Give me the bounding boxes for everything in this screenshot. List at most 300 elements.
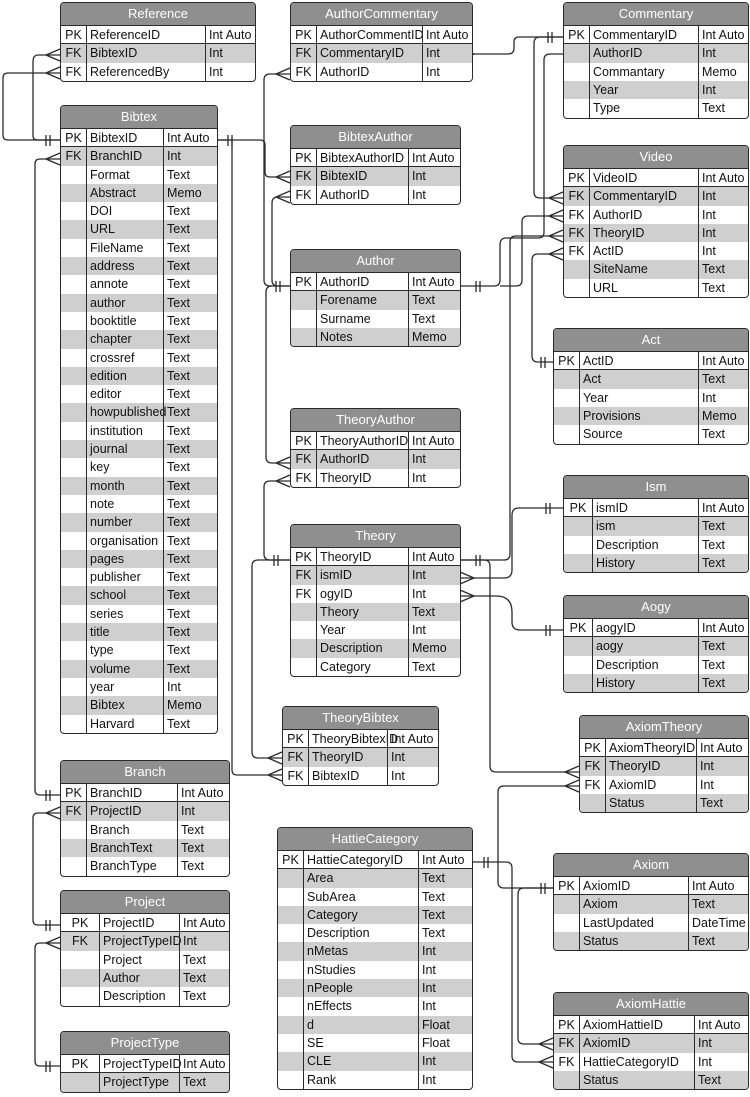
field-type: Text bbox=[702, 372, 725, 387]
field-name: Author bbox=[103, 970, 140, 985]
field-key: FK bbox=[295, 187, 312, 202]
field-type: Int bbox=[183, 934, 197, 949]
field-row bbox=[61, 623, 217, 641]
field-key: FK bbox=[568, 189, 585, 204]
field-type: Text bbox=[183, 970, 206, 985]
field-type: Int bbox=[412, 452, 426, 467]
field-name: TheoryID bbox=[593, 225, 645, 240]
entity-video bbox=[563, 145, 749, 298]
field-key: FK bbox=[65, 804, 82, 819]
field-row bbox=[278, 942, 472, 960]
field-type: Text bbox=[183, 989, 206, 1004]
entity-theoryauthor bbox=[290, 408, 461, 488]
field-row bbox=[564, 260, 748, 278]
connector-theoryauthor-theory bbox=[264, 481, 290, 560]
field-name: BibtexAuthorID bbox=[320, 151, 405, 165]
entity-title: Ism bbox=[564, 476, 748, 499]
pk-divider bbox=[291, 43, 472, 44]
column-divider bbox=[205, 25, 206, 81]
field-key: FK bbox=[295, 586, 312, 601]
entity-axiomhattie bbox=[553, 992, 749, 1090]
field-type: Text bbox=[167, 643, 190, 658]
field-name: crossref bbox=[90, 350, 135, 365]
field-name: key bbox=[90, 460, 110, 475]
field-name: Bibtex bbox=[90, 698, 125, 713]
field-type: Int bbox=[702, 244, 716, 259]
field-type: Int bbox=[412, 568, 426, 583]
field-name: Source bbox=[583, 427, 623, 442]
entity-theorybibtex bbox=[282, 706, 439, 786]
field-row bbox=[291, 44, 472, 62]
field-key: PK bbox=[295, 434, 312, 448]
pk-divider bbox=[564, 636, 748, 637]
field-type: Int bbox=[422, 999, 436, 1014]
field-name: AuthorID bbox=[593, 207, 643, 222]
pk-divider bbox=[61, 1072, 229, 1073]
entity-title: Commentary bbox=[564, 3, 748, 26]
field-type: Text bbox=[181, 822, 204, 837]
field-row bbox=[278, 888, 472, 906]
entity-title: AxiomHattie bbox=[554, 993, 748, 1016]
connector-reference-bibtex bbox=[33, 55, 60, 140]
field-type: Int Auto bbox=[183, 916, 226, 930]
connector-reference-bibtex-2 bbox=[3, 73, 60, 140]
field-type: Int bbox=[167, 679, 181, 694]
field-name: BranchType bbox=[90, 859, 157, 874]
connector-author-commentary bbox=[460, 54, 563, 286]
field-type: Int bbox=[422, 981, 436, 996]
field-name: Branch bbox=[90, 822, 130, 837]
column-divider bbox=[316, 547, 317, 676]
column-divider bbox=[408, 547, 409, 676]
field-type: Text bbox=[167, 368, 190, 383]
pk-divider bbox=[291, 290, 460, 291]
field-type: Memo bbox=[412, 329, 447, 344]
column-divider bbox=[163, 128, 164, 733]
column-divider bbox=[316, 148, 317, 204]
field-row bbox=[554, 370, 748, 388]
field-type: Int Auto bbox=[412, 275, 455, 289]
field-name: AxiomID bbox=[609, 777, 657, 792]
field-name: AxiomID bbox=[583, 879, 631, 893]
field-key: FK bbox=[568, 225, 585, 240]
field-type: Text bbox=[422, 907, 445, 922]
field-key: FK bbox=[287, 750, 304, 765]
field-name: ism bbox=[596, 519, 616, 534]
field-row bbox=[61, 951, 229, 969]
field-key: FK bbox=[295, 64, 312, 79]
field-name: BibtexID bbox=[320, 169, 368, 184]
field-type: Text bbox=[167, 387, 190, 402]
field-type: Int Auto bbox=[702, 501, 745, 515]
field-type: Text bbox=[183, 952, 206, 967]
field-type: Int Auto bbox=[422, 853, 465, 867]
field-key: PK bbox=[569, 501, 587, 515]
field-type: Text bbox=[167, 716, 190, 731]
column-divider bbox=[592, 498, 593, 572]
column-divider bbox=[579, 876, 580, 950]
field-type: Text bbox=[181, 859, 204, 874]
field-name: Axiom bbox=[583, 897, 618, 912]
field-row bbox=[61, 129, 217, 147]
field-type: Int bbox=[702, 207, 716, 222]
field-name: AuthorCommentID bbox=[320, 28, 424, 42]
field-type: Text bbox=[422, 926, 445, 941]
field-type: Int bbox=[426, 46, 440, 61]
field-key: FK bbox=[568, 244, 585, 259]
field-row bbox=[554, 1053, 748, 1071]
field-name: ismID bbox=[596, 501, 628, 515]
field-key: PK bbox=[568, 28, 585, 42]
field-type: Text bbox=[702, 101, 725, 116]
field-name: Forename bbox=[320, 293, 377, 308]
field-key: PK bbox=[295, 550, 312, 564]
field-name: BibtexID bbox=[312, 768, 360, 783]
field-type: Text bbox=[167, 570, 190, 585]
field-row bbox=[61, 239, 217, 257]
pk-divider bbox=[283, 747, 438, 748]
field-type: Text bbox=[167, 167, 190, 182]
field-name: FileName bbox=[90, 240, 144, 255]
entity-theory bbox=[290, 524, 461, 677]
pk-divider bbox=[291, 565, 460, 566]
field-key: FK bbox=[295, 169, 312, 184]
field-name: ProjectTypeID bbox=[103, 1057, 182, 1071]
field-row bbox=[61, 312, 217, 330]
pk-divider bbox=[291, 449, 460, 450]
field-row bbox=[61, 220, 217, 238]
field-row bbox=[61, 477, 217, 495]
field-row bbox=[61, 969, 229, 987]
field-type: Text bbox=[412, 311, 435, 326]
pk-divider bbox=[554, 1033, 748, 1034]
entity-author bbox=[290, 249, 461, 347]
field-type: Text bbox=[167, 442, 190, 457]
field-type: Int bbox=[391, 768, 405, 783]
field-name: LastUpdated bbox=[583, 915, 654, 930]
field-name: series bbox=[90, 606, 124, 621]
pk-divider bbox=[61, 931, 229, 932]
field-type: Text bbox=[167, 460, 190, 475]
field-name: Format bbox=[90, 167, 130, 182]
field-row bbox=[61, 26, 255, 44]
field-key: PK bbox=[295, 28, 312, 42]
field-type: Text bbox=[702, 427, 725, 442]
field-row bbox=[564, 279, 748, 297]
field-row bbox=[554, 389, 748, 407]
field-row bbox=[564, 187, 748, 205]
field-type: Text bbox=[167, 277, 190, 292]
entity-title: Project bbox=[61, 891, 229, 914]
field-name: AuthorID bbox=[593, 46, 643, 61]
field-name: TheoryID bbox=[320, 550, 372, 564]
field-row bbox=[61, 202, 217, 220]
field-name: AuthorID bbox=[320, 64, 370, 79]
field-type: Text bbox=[183, 1075, 206, 1090]
field-row bbox=[61, 422, 217, 440]
field-type: Text bbox=[167, 588, 190, 603]
entity-bibtex bbox=[60, 105, 218, 734]
field-type: DateTime bbox=[692, 915, 746, 930]
field-row bbox=[61, 330, 217, 348]
field-type: Int Auto bbox=[209, 28, 252, 42]
field-key: PK bbox=[569, 621, 587, 635]
field-type: Int bbox=[167, 149, 181, 164]
entity-title: Bibtex bbox=[61, 106, 217, 129]
field-row bbox=[61, 349, 217, 367]
entity-title: Axiom bbox=[554, 854, 748, 877]
field-row bbox=[61, 385, 217, 403]
entity-project bbox=[60, 890, 230, 1007]
field-row bbox=[278, 924, 472, 942]
entity-commentary bbox=[563, 2, 749, 119]
entity-reference bbox=[60, 2, 256, 82]
field-row bbox=[61, 458, 217, 476]
field-name: Year bbox=[320, 623, 346, 638]
field-name: nEffects bbox=[307, 999, 352, 1014]
field-name: Type bbox=[593, 101, 621, 116]
field-row bbox=[61, 63, 255, 81]
field-name: BranchID bbox=[90, 786, 143, 800]
field-type: Int Auto bbox=[391, 732, 434, 746]
column-divider bbox=[579, 1015, 580, 1089]
field-type: Text bbox=[167, 661, 190, 676]
entity-act bbox=[553, 328, 749, 445]
field-type: Text bbox=[702, 657, 725, 672]
field-key: PK bbox=[65, 28, 82, 42]
field-name: ismID bbox=[320, 568, 352, 583]
field-row bbox=[554, 407, 748, 425]
field-row bbox=[61, 932, 229, 950]
field-type: Int bbox=[412, 187, 426, 202]
field-key: FK bbox=[558, 1054, 575, 1069]
field-name: chapter bbox=[90, 332, 132, 347]
entity-title: Branch bbox=[61, 761, 229, 784]
field-name: HattieCategoryID bbox=[583, 1054, 679, 1069]
column-divider bbox=[694, 1015, 695, 1089]
field-name: ogyID bbox=[320, 586, 353, 601]
field-name: Provisions bbox=[583, 408, 641, 423]
field-key: FK bbox=[287, 768, 304, 783]
pk-divider bbox=[580, 756, 748, 757]
field-name: ReferencedBy bbox=[90, 64, 170, 79]
field-type: Text bbox=[422, 889, 445, 904]
field-type: Int Auto bbox=[702, 621, 745, 635]
field-row bbox=[61, 257, 217, 275]
field-type: Int bbox=[702, 225, 716, 240]
field-type: Text bbox=[167, 350, 190, 365]
entity-axiomtheory bbox=[579, 715, 749, 813]
field-type: Text bbox=[167, 240, 190, 255]
field-name: nMetas bbox=[307, 944, 348, 959]
field-type: Text bbox=[167, 222, 190, 237]
column-divider bbox=[316, 272, 317, 346]
entity-title: HattieCategory bbox=[278, 828, 472, 851]
pk-divider bbox=[554, 894, 748, 895]
entity-title: Aogy bbox=[564, 596, 748, 619]
field-type: Int Auto bbox=[702, 171, 745, 185]
field-row bbox=[61, 166, 217, 184]
connector-theory-ism bbox=[460, 508, 563, 578]
entity-projecttype bbox=[60, 1031, 230, 1093]
field-row bbox=[61, 586, 217, 604]
pk-divider bbox=[61, 801, 229, 802]
field-type: Int bbox=[412, 470, 426, 485]
field-name: TheoryID bbox=[609, 759, 661, 774]
field-name: CommentaryID bbox=[320, 46, 405, 61]
column-divider bbox=[698, 25, 699, 118]
field-type: Int Auto bbox=[698, 1018, 741, 1032]
field-row bbox=[564, 169, 748, 187]
field-key: PK bbox=[71, 916, 89, 930]
connector-bibtex-bibtexauthor bbox=[218, 140, 290, 177]
field-row bbox=[61, 495, 217, 513]
field-type: Text bbox=[412, 293, 435, 308]
field-name: title bbox=[90, 625, 110, 640]
field-name: CommentaryID bbox=[593, 189, 678, 204]
field-name: author bbox=[90, 295, 126, 310]
column-divider bbox=[579, 351, 580, 444]
field-name: Category bbox=[307, 907, 358, 922]
field-row bbox=[554, 425, 748, 443]
field-type: Int bbox=[422, 1072, 436, 1087]
field-type: Text bbox=[692, 933, 715, 948]
field-name: ActID bbox=[583, 354, 614, 368]
field-type: Int Auto bbox=[183, 1057, 226, 1071]
field-type: Text bbox=[167, 496, 190, 511]
field-row bbox=[61, 294, 217, 312]
field-type: Memo bbox=[702, 64, 737, 79]
entity-title: TheoryBibtex bbox=[283, 707, 438, 730]
field-row bbox=[554, 1016, 748, 1034]
pk-divider bbox=[61, 43, 255, 44]
field-name: HattieCategoryID bbox=[307, 853, 403, 867]
field-row bbox=[278, 961, 472, 979]
field-name: number bbox=[90, 515, 133, 530]
field-name: CLE bbox=[307, 1054, 332, 1069]
field-name: SiteName bbox=[593, 262, 648, 277]
field-name: BibtexID bbox=[90, 46, 138, 61]
column-divider bbox=[589, 25, 590, 118]
field-type: Text bbox=[167, 478, 190, 493]
field-name: SubArea bbox=[307, 889, 356, 904]
field-row bbox=[61, 367, 217, 385]
field-name: publisher bbox=[90, 570, 141, 585]
field-type: Int bbox=[700, 759, 714, 774]
field-row bbox=[278, 1034, 472, 1052]
field-type: Text bbox=[702, 639, 725, 654]
field-type: Int bbox=[700, 777, 714, 792]
field-name: d bbox=[307, 1017, 314, 1032]
field-type: Memo bbox=[702, 408, 737, 423]
column-divider bbox=[696, 738, 697, 812]
field-key: PK bbox=[295, 275, 312, 289]
field-key: PK bbox=[558, 354, 575, 368]
field-name: ProjectID bbox=[103, 916, 155, 930]
field-key: PK bbox=[282, 853, 299, 867]
field-type: Int bbox=[412, 586, 426, 601]
field-row bbox=[61, 641, 217, 659]
field-key: FK bbox=[584, 759, 601, 774]
field-type: Text bbox=[702, 280, 725, 295]
connector-theoryauthor-author bbox=[266, 286, 290, 463]
field-row bbox=[291, 26, 472, 44]
column-divider bbox=[308, 729, 309, 785]
field-name: AuthorID bbox=[320, 452, 370, 467]
column-divider bbox=[592, 618, 593, 692]
field-type: Int Auto bbox=[702, 28, 745, 42]
column-divider bbox=[422, 25, 423, 81]
column-divider bbox=[316, 25, 317, 81]
column-divider bbox=[698, 351, 699, 444]
field-row bbox=[61, 440, 217, 458]
column-divider bbox=[177, 783, 178, 876]
connector-project-projecttype bbox=[35, 943, 60, 1066]
field-row bbox=[61, 550, 217, 568]
field-type: Text bbox=[692, 897, 715, 912]
field-row bbox=[61, 403, 217, 421]
entity-title: TheoryAuthor bbox=[291, 409, 460, 432]
field-name: nPeople bbox=[307, 981, 353, 996]
field-name: Harvard bbox=[90, 716, 135, 731]
field-type: Int Auto bbox=[412, 151, 455, 165]
field-name: Abstract bbox=[90, 185, 136, 200]
field-row bbox=[278, 979, 472, 997]
field-key: FK bbox=[65, 64, 82, 79]
field-name: TheoryBibtexID bbox=[312, 732, 399, 746]
field-row bbox=[554, 1071, 748, 1089]
field-type: Memo bbox=[167, 185, 202, 200]
field-key: PK bbox=[295, 151, 312, 165]
field-type: Text bbox=[167, 515, 190, 530]
field-name: year bbox=[90, 679, 115, 694]
field-row bbox=[554, 1034, 748, 1052]
entity-aogy bbox=[563, 595, 749, 693]
field-type: Int bbox=[391, 750, 405, 765]
field-type: Int bbox=[422, 1054, 436, 1069]
connector-authorcommentary-author bbox=[264, 74, 290, 286]
pk-divider bbox=[61, 146, 217, 147]
field-row bbox=[283, 748, 438, 766]
field-key: FK bbox=[65, 149, 82, 164]
column-divider bbox=[408, 148, 409, 204]
field-type: Int bbox=[702, 46, 716, 61]
field-row bbox=[564, 44, 748, 62]
column-divider bbox=[698, 168, 699, 297]
field-row bbox=[61, 605, 217, 623]
field-name: AuthorID bbox=[320, 275, 370, 289]
entity-hattiecategory bbox=[277, 827, 473, 1090]
pk-divider bbox=[564, 186, 748, 187]
field-type: Text bbox=[698, 1072, 721, 1087]
field-row bbox=[564, 206, 748, 224]
field-name: Commantary bbox=[593, 64, 665, 79]
field-key: FK bbox=[295, 568, 312, 583]
field-name: ProjectID bbox=[90, 804, 142, 819]
field-row bbox=[61, 184, 217, 202]
column-divider bbox=[589, 168, 590, 297]
field-name: volume bbox=[90, 661, 131, 676]
entity-title: Video bbox=[564, 146, 748, 169]
field-type: Int bbox=[181, 804, 195, 819]
field-key: FK bbox=[295, 452, 312, 467]
field-name: Year bbox=[583, 390, 609, 405]
field-row bbox=[61, 696, 217, 714]
field-name: VideoID bbox=[593, 171, 638, 185]
field-row bbox=[61, 275, 217, 293]
field-type: Int Auto bbox=[181, 786, 224, 800]
field-type: Int bbox=[412, 169, 426, 184]
